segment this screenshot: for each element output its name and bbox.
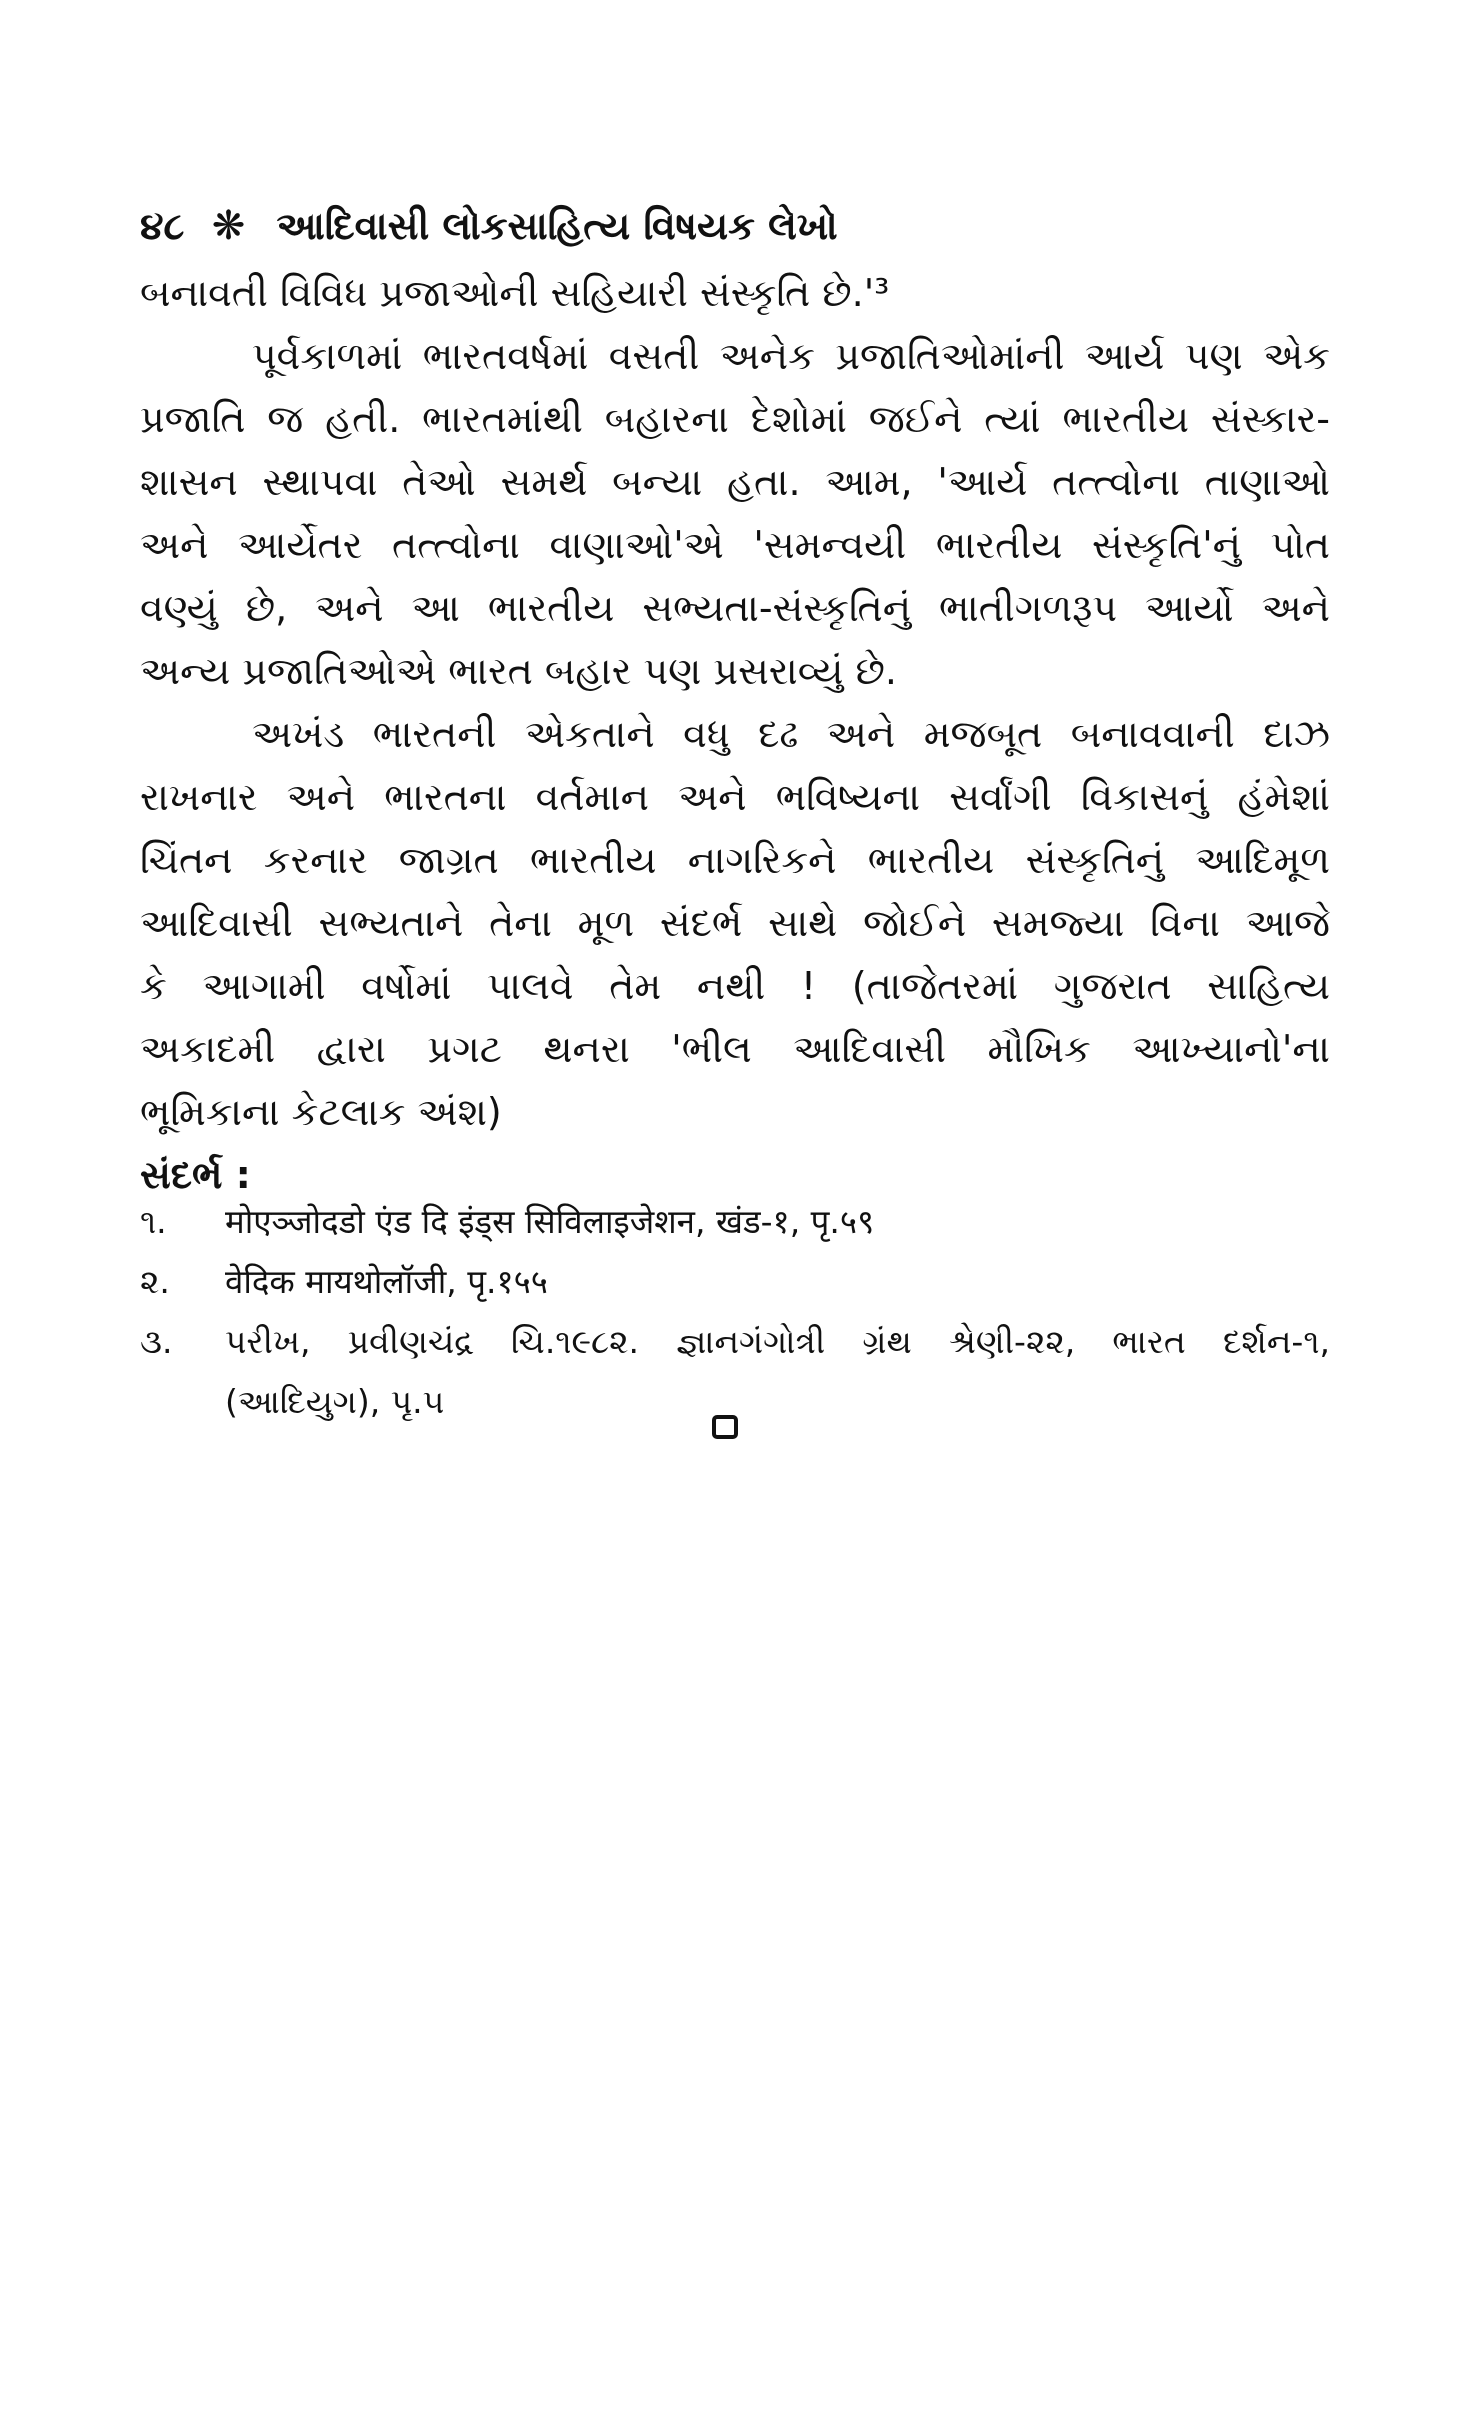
reference-number: ૩. xyxy=(140,1322,173,1361)
paragraph-line: કે આગામી વર્ષોમાં પાલવે તેમ નથી ! (તાજેતરમાં ગુજરાત સાહિત્ય xyxy=(140,964,1330,1008)
paragraph-line: અખંડ ભારતની એકતાને વધુ દઢ અને મજબૂત બનાવવાની દાઝ xyxy=(252,712,1330,756)
reference-line: પરીખ, પ્રવીણચંદ્ર ચિ.૧૯૮૨. જ્ઞાનગંગોત્રી ગ્રંથ શ્રેણી-૨૨, ભારત દર્શન-૧, xyxy=(225,1322,1330,1361)
reference-line: (આદિયુગ), પૃ.૫ xyxy=(225,1382,445,1421)
reference-text xyxy=(225,1252,1330,1312)
reference-line: वेदिक मायथोलॉजी, पृ.१५५ xyxy=(225,1262,548,1301)
running-title: આદિવાસી લોકસાહિત્ય વિષયક લેખો xyxy=(276,204,838,248)
page-number: ૪૮ xyxy=(140,204,185,248)
asterism-icon: ❋ xyxy=(211,203,246,249)
paragraph-line: બનાવતી વિવિધ પ્રજાઓની સહિયારી સંસ્કૃતિ છે.'³ xyxy=(140,271,890,315)
references-list xyxy=(140,1192,1330,1432)
reference-number: ૧. xyxy=(140,1202,167,1241)
body-text xyxy=(140,262,1330,1207)
paragraph-line: પ્રજાતિ જ હતી. ભારતમાંથી બહારના દેશોમાં જઈને ત્યાં ભારતીય સંસ્કાર- xyxy=(140,397,1330,441)
reference-item xyxy=(140,1252,1330,1312)
paragraph-line: રાખનાર અને ભારતના વર્તમાન અને ભવિષ્યના સર્વાંગી વિકાસનું હંમેશાં xyxy=(140,775,1330,819)
paragraph-line: ભૂમિકાના કેટલાક અંશ) xyxy=(140,1090,502,1134)
reference-line: मोएञ्जोदडो एंड दि इंड्स सिविलाइजेशन, खंड-१, पृ.५९ xyxy=(225,1202,875,1241)
paragraph-line: આદિવાસી સભ્યતાને તેના મૂળ સંદર્ભ સાથે જોઈને સમજ્યા વિના આજે xyxy=(140,901,1330,945)
paragraph-line: ચિંતન કરનાર જાગ્રત ભારતીય નાગરિકને ભારતીય સંસ્કૃતિનું આદિમૂળ xyxy=(140,838,1330,882)
page-header xyxy=(140,196,1340,256)
end-of-article-icon xyxy=(712,1415,738,1439)
paragraph-line: અને આર્યેતર તત્ત્વોના વાણાઓ'એ 'સમન્વયી ભારતીય સંસ્કૃતિ'નું પોત xyxy=(140,523,1330,567)
paragraph-line: અકાદમી દ્વારા પ્રગટ થનરા 'ભીલ આદિવાસી મૌખિક આખ્યાનો'ના xyxy=(140,1027,1330,1071)
paragraph-line: અન્ય પ્રજાતિઓએ ભારત બહાર પણ પ્રસરાવ્યું છે. xyxy=(140,649,897,693)
references-heading: સંદર્ભ : xyxy=(140,1153,251,1197)
reference-item xyxy=(140,1192,1330,1252)
paragraph-line: વણ્યું છે, અને આ ભારતીય સભ્યતા-સંસ્કૃતિનું ભાતીગળરૂપ આર્યો અને xyxy=(140,586,1330,630)
reference-text xyxy=(225,1312,1330,1432)
paragraph-line: શાસન સ્થાપવા તેઓ સમર્થ બન્યા હતા. આમ, 'આર્ય તત્ત્વોના તાણાઓ xyxy=(140,460,1330,504)
reference-number: ૨. xyxy=(140,1262,170,1301)
paragraph-line: પૂર્વકાળમાં ભારતવર્ષમાં વસતી અનેક પ્રજાતિઓમાંની આર્ય પણ એક xyxy=(252,334,1330,378)
reference-text xyxy=(225,1192,1330,1252)
reference-item xyxy=(140,1312,1330,1432)
